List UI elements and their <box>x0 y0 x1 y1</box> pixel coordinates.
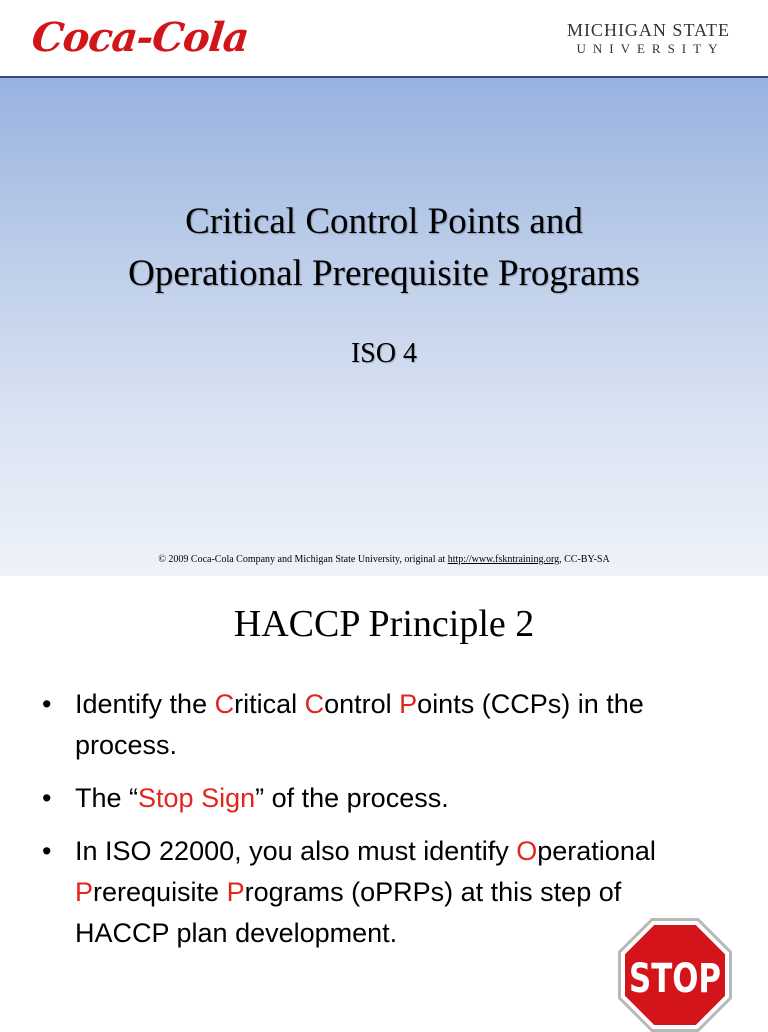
bullet-3-text: In ISO 22000, you also must identify <box>75 836 517 866</box>
msu-logo-line2: UNIVERSITY <box>576 41 725 56</box>
bullet-marker: • <box>42 689 52 719</box>
bullet-2-text: ” of the process. <box>255 783 449 813</box>
title-slide-subtitle: ISO 4 <box>350 338 418 369</box>
bullet-2-text: The “ <box>75 783 139 813</box>
bullet-1-highlight-c: C <box>214 689 235 719</box>
copyright-prefix: © 2009 Coca-Cola Company and Michigan State University, original at <box>158 554 448 565</box>
msu-logo-line1: MICHIGAN STATE <box>566 20 730 40</box>
bullet-1-highlight-c2: C <box>304 689 325 719</box>
michigan-state-logo <box>567 20 730 58</box>
bullet-3-highlight-p: P <box>75 877 94 907</box>
title-slide-body <box>0 78 768 576</box>
bullet-3-text: perational <box>537 836 656 866</box>
bullet-1-highlight-p: P <box>399 689 418 719</box>
stop-sign-text: STOP <box>629 956 721 1002</box>
slide-header <box>0 0 768 78</box>
bullet-3-text: rerequisite <box>93 877 227 907</box>
copyright-notice <box>0 554 768 565</box>
title-slide-heading <box>0 196 768 300</box>
copyright-link[interactable]: http://www.fskntraining.org <box>447 554 560 565</box>
title-line-2: Operational Prerequisite Programs <box>128 253 640 294</box>
copyright-suffix: , CC-BY-SA <box>559 554 610 565</box>
bullet-item-2 <box>40 778 720 819</box>
bullet-1-text: oints (CCPs) in the process. <box>75 689 644 760</box>
bullet-1-text: ritical <box>234 689 305 719</box>
bullet-1-text: Identify the <box>75 689 215 719</box>
coca-cola-logo: Coca-Cola <box>29 14 251 61</box>
bullet-marker: • <box>42 836 52 866</box>
bullet-1-text: ontrol <box>324 689 400 719</box>
bullet-marker: • <box>42 783 52 813</box>
bullet-3-highlight-p2: P <box>226 877 245 907</box>
bullet-3-highlight-o: O <box>516 836 538 866</box>
stop-sign-icon <box>618 918 732 1032</box>
bullet-2-highlight-stop-sign: Stop Sign <box>138 783 256 813</box>
bullet-3-text: rograms (oPRPs) at this step of HACCP plan development. <box>75 877 622 948</box>
content-slide-title: HACCP Principle 2 <box>233 603 535 645</box>
bullet-item-1 <box>40 684 720 766</box>
title-line-1: Critical Control Points and <box>185 201 583 242</box>
content-slide <box>0 576 768 1024</box>
